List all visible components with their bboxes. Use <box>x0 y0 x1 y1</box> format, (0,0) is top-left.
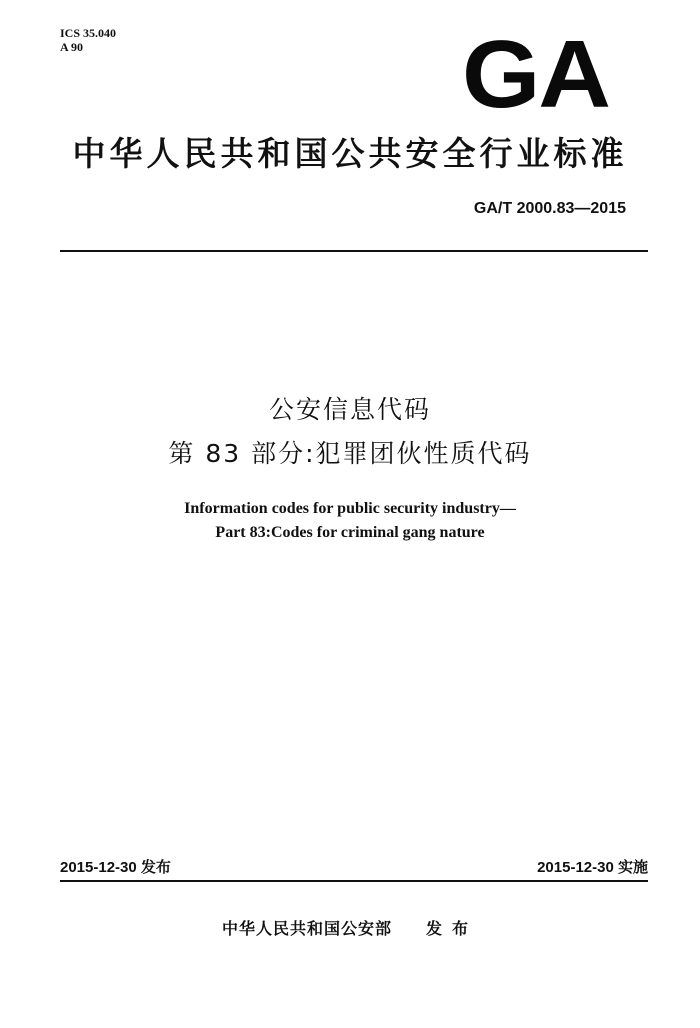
issuer-line <box>0 916 700 939</box>
ics-code: ICS 35.040 <box>60 26 117 40</box>
classification-codes <box>60 26 116 54</box>
header-divider <box>60 250 648 252</box>
issuer-name: 中华人民共和国公安部 <box>221 919 392 938</box>
cn-title-line2: 第 83 部分:犯罪团伙性质代码 <box>168 439 532 468</box>
en-title-line1: Information codes for public security industry— <box>184 500 516 517</box>
cn-title-line1: 公安信息代码 <box>268 395 431 424</box>
issue-date: 2015-12-30 发布 <box>60 859 171 876</box>
ga-logo: GA <box>462 21 609 128</box>
implementation-date: 2015-12-30 实施 <box>537 859 648 876</box>
standard-category-title: 中华人民共和国公共安全行业标准 <box>72 134 628 173</box>
footer-divider <box>60 880 648 882</box>
en-title-line2: Part 83:Codes for criminal gang nature <box>215 524 485 541</box>
ccs-code: A 90 <box>60 40 84 54</box>
issuer-verb: 发布 <box>426 919 479 938</box>
standard-code: GA/T 2000.83—2015 <box>473 200 626 217</box>
